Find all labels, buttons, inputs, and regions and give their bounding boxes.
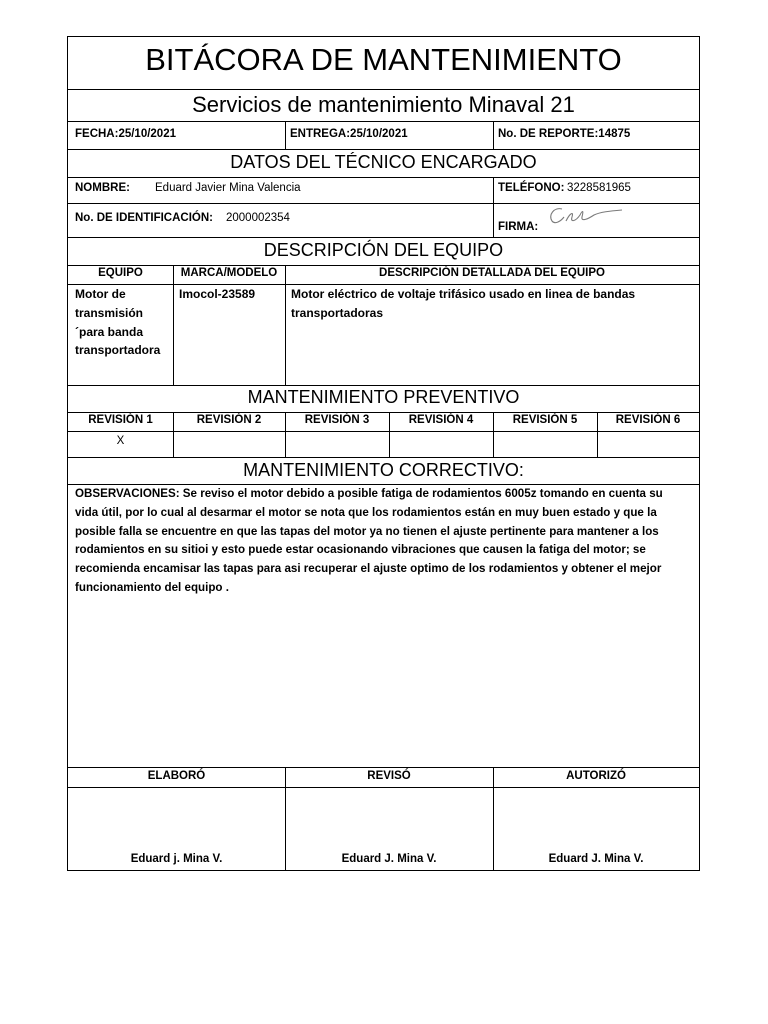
divider — [68, 385, 699, 386]
page-subtitle: Servicios de mantenimiento Minaval 21 — [192, 92, 575, 117]
id-label: No. DE IDENTIFICACIÓN: — [75, 212, 213, 224]
telefono-label: TELÉFONO: — [498, 182, 565, 194]
divider — [285, 265, 286, 385]
revision-2-header: REVISIÓN 2 — [196, 414, 262, 426]
telefono-value: 3228581965 — [567, 182, 631, 194]
corrective-section-title: MANTENIMIENTO CORRECTIVO: — [243, 460, 524, 480]
revision-4-header: REVISIÓN 4 — [408, 414, 474, 426]
equipment-section-title: DESCRIPCIÓN DEL EQUIPO — [263, 240, 504, 260]
signature-image — [544, 201, 628, 231]
text-line: funcionamiento del equipo . — [75, 580, 229, 594]
firma-label: FIRMA: — [498, 221, 539, 233]
nombre-label: NOMBRE: — [75, 182, 130, 194]
divider — [68, 412, 699, 413]
preventive-section-title: MANTENIMIENTO PREVENTIVO — [247, 387, 520, 407]
divider — [493, 177, 494, 237]
elaboro-label: ELABORÓ — [147, 770, 206, 782]
text-line: rodamientos en su sitioi y esto puede estar ocasionando vibraciones que causen la fatiga del motor; se — [75, 543, 646, 557]
observations-text — [75, 485, 695, 598]
divider — [68, 787, 699, 788]
text-line: posible falla se encuentre en que las tapas del motor ya no tienen el ajuste pertinente para mantener a los — [75, 524, 659, 538]
revision-6-header: REVISIÓN 6 — [615, 414, 681, 426]
marca-cell: Imocol-23589 — [179, 287, 256, 301]
divider — [68, 767, 699, 768]
page-title: BITÁCORA DE MANTENIMIENTO — [145, 42, 622, 77]
elaboro-name: Eduard j. Mina V. — [130, 853, 223, 865]
divider — [68, 89, 699, 90]
equipo-cell — [75, 285, 171, 360]
text-line: Motor de — [75, 287, 126, 301]
text-line: transmisión — [75, 305, 144, 320]
fecha-field: FECHA:25/10/2021 — [75, 128, 176, 140]
text-line: recomienda encamisar las tapas para asi recuperar el ajuste optimo de los rodamientos y obtener el mejor — [75, 562, 662, 576]
nombre-value: Eduard Javier Mina Valencia — [155, 182, 301, 194]
revision-3-header: REVISIÓN 3 — [304, 414, 370, 426]
divider — [68, 265, 699, 266]
revision-1-header: REVISIÓN 1 — [88, 414, 153, 426]
reviso-label: REVISÓ — [367, 770, 411, 782]
text-line: transportadora — [75, 343, 161, 358]
autorizo-label: AUTORIZÓ — [566, 770, 626, 782]
text-line: Motor eléctrico de voltaje trifásico usado en linea de bandas — [291, 287, 636, 301]
col-marca-header: MARCA/MODELO — [180, 267, 278, 279]
col-desc-header: DESCRIPCIÓN DETALLADA DEL EQUIPO — [379, 267, 605, 279]
col-equipo-header: EQUIPO — [98, 267, 143, 279]
divider — [173, 265, 174, 385]
text-line: transportadoras — [291, 305, 384, 320]
divider — [285, 121, 286, 149]
divider — [68, 431, 699, 432]
revision-1-mark: X — [116, 435, 125, 447]
divider — [68, 457, 699, 458]
autorizo-name: Eduard J. Mina V. — [548, 853, 644, 865]
reviso-name: Eduard J. Mina V. — [341, 853, 437, 865]
desc-cell — [291, 285, 697, 323]
divider — [68, 121, 699, 122]
text-line: ´para banda — [75, 324, 144, 339]
entrega-field: ENTREGA:25/10/2021 — [290, 128, 408, 140]
maintenance-log-form — [67, 36, 700, 871]
revision-5-header: REVISIÓN 5 — [512, 414, 578, 426]
divider — [68, 177, 699, 178]
report-number-field: No. DE REPORTE:14875 — [498, 128, 631, 140]
text-line: OBSERVACIONES: Se reviso el motor debido a posible fatiga de rodamientos 6005z tomando en cuenta su — [75, 487, 663, 500]
divider — [493, 121, 494, 149]
technician-section-title: DATOS DEL TÉCNICO ENCARGADO — [230, 152, 537, 172]
divider — [68, 149, 699, 150]
id-value: 2000002354 — [226, 212, 290, 224]
text-line: vida útil, por lo cual al desarmar el motor se nota que los rodamientos están en muy buen estado y que la — [75, 505, 657, 519]
divider — [68, 237, 699, 238]
